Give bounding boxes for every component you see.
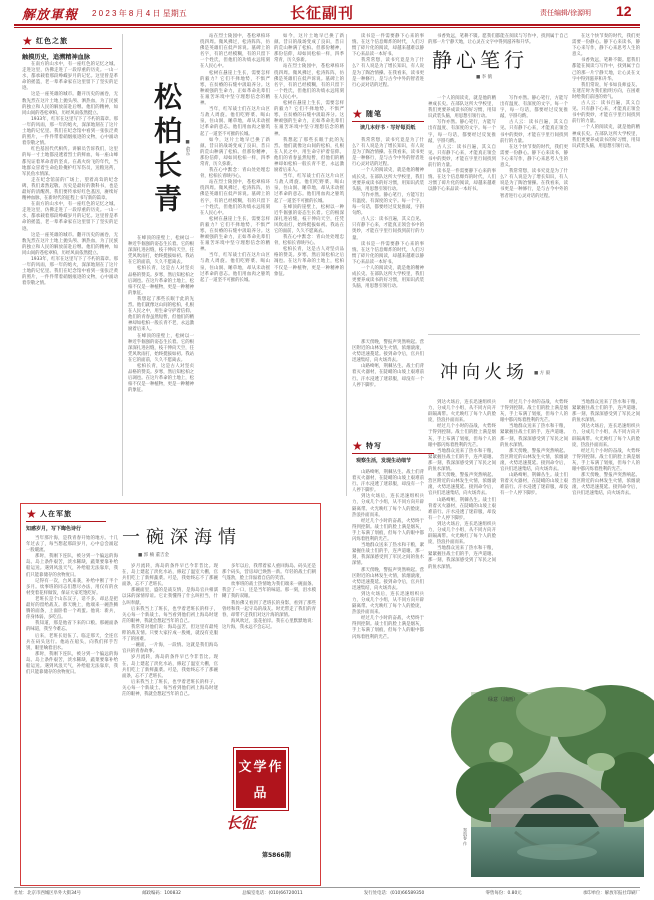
paragraph: 古人云：读书百遍，其义自见。只有静下心来，才能真正领会书中的奥妙，才能在字里行间找到前行的力量。 [572,101,640,125]
footer-postcode: 邮政编码：100832 [142,891,181,896]
paragraph: 那天傍晚，警报声突然响起。营区附近的山林发生火情，浓烟滚滚，火势迅速蔓延。接到命令后，官兵们迅速集结，向火场奔去。 [572,473,640,497]
footer-phone-editorial: 总编室电话：(010)66720011 [242,891,303,896]
paragraph: 古人云：读书百遍，其义自见。只有静下心来，才能真正领会书中的奥妙，才能在字里行间找到前行的力量。 [352,217,424,241]
paragraph: 多年以后，我带着家人重回海岛。码头还是那个码头，营房却已焕然一新。年轻的战士们朝气蓬勃，脸上洋溢着自信的笑容。 [222,564,316,582]
paragraph: 经过几个小时的奋战，火势终于得到控制。战士们的脸上满是烟灰，手上布满了划痕，但每个人的眼中都闪烁着胜利的光芒。 [352,616,424,640]
section-label: 特写 [366,442,382,450]
paragraph: 到达火场后，连长迅速组织兵力，分成几个小组，从不同方向开辟隔离带。火光映红了每个人的脸庞，热浪扑面而来。 [352,591,424,616]
paragraph: 松树在悬崖上生长，需要怎样的毅力？它们不择地势，不惧严寒，在贫瘠的石缝中汲取养分。这种顽强的生命力，正如革命先辈们在艰苦环境中坚守理想信念的精神。 [200,70,270,107]
paragraph: 到达火场后，连长迅速组织兵力，分成几个小组，从不同方向开辟隔离带。火光映红了每个人的脸庞，热浪扑面而来。 [428,400,496,424]
paragraph: 岁月流转，海岛的条件早已今非昔比。现在，岛上建起了淡化水站，修起了温室大棚，官兵们吃上了新鲜蔬菜。可是，我始终忘不了那碗面条，忘不了老班长。 [122,564,218,588]
paragraph: 到达火场后，连长迅速组织兵力，分成几个小组，从不同方向开辟隔离带。火光映红了每个人的脸庞，热浪扑面而来。 [428,521,496,546]
footer [14,890,640,898]
paragraph: 到达火场后，连长迅速组织兵力，分成几个小组，从不同方向开辟隔离带。火光映红了每个人的脸庞，热浪扑面而来。 [572,424,640,448]
paragraph: 我常常想，读书究竟是为了什么？有人说是为了增长知识，有人说是为了陶冶情操。在我看来，读书更是一种修行，是与古今中外的智者进行心灵对话的过程。 [352,58,424,88]
star-icon: ★ [352,107,363,121]
paragraph: 一个人的阅读史，就是他的精神成长史。在部队这所大学校里，我们更要养成读书的好习惯，用知识武装头脑，用思想引领行动。 [572,125,640,149]
paragraph: 山路崎岖，荆棘丛生。战士们背着灭火器材，在陡峭的山坡上艰难前行。汗水浸透了迷彩服，却没有一个人停下脚步。 [352,364,424,388]
footer-phone-distribution: 发行处电话：(010)66589350 [363,891,425,896]
boxed-body-right [222,564,316,740]
paragraph: 一个人的阅读史，就是他的精神成长史。在部队这所大学校里，我们更要养成读书的好习惯，用知识武装头脑，用思想引领行动。 [352,168,424,192]
paragraph: 后来我当上了班长，也学着老班长的样子，关心每一个新战士。每当看到他们初上海岛时迷茫的眼神，我就会想起当年的自己。 [122,679,218,697]
feature-body-4 [572,400,640,686]
paragraph: 我在心中默念：青山处处埋忠骨，松柏长青映丹心。 [274,235,344,247]
paragraph: 经过几个小时的奋战，火势终于得到控制。战士们的脸上满是烟灰，手上布满了划痕，但每个人的眼中都闪烁着胜利的光芒。 [500,400,568,424]
paragraph: 在峰顶的崖壁上，松树以一种近乎倔强的姿态生长着。它的根深深扎进岩缝，枝干伸向天空，任凭风吹雨打，始终挺拔如初。我站在它的面前，久久不愿离去。 [128,333,194,363]
paragraph: 写作亦然。静心笔行，方能写出有温度、有深度的文字。每一个字，每一句话，都要经过反复推敲，字斟句酌。 [428,120,496,144]
paragraph: 我仿佛又看到了老班长的身影，看到了那些曾经和我一起守岛的战友。时光带走了我们的青春，却带不走我们对这片海的深情。 [222,600,316,618]
paragraph: 在峰顶的崖壁上，松树以一种近乎倔强的姿态生长着。它的根深深扎进岩缝，枝干伸向天空，任凭风吹雨打，始终挺拔如初。我站在它的面前，久久不愿离去。 [274,204,344,234]
section-header-red-journey [22,35,112,49]
paragraph: 到达火场后，连长迅速组织兵力，分成几个小组，从不同方向开辟隔离带。火光映红了每个人的脸庞，热浪扑面而来。 [352,494,424,518]
paragraph: 经过几个小时的奋战，火势终于得到控制。战士们的脸上满是烟灰，手上布满了划痕，但每个人的眼中都闪烁着胜利的光芒。 [428,424,496,448]
page-number: 12 [616,3,632,19]
header-rule-thin [14,27,640,28]
byline: ■ 李 鹤 [476,75,493,80]
paragraph: 在这个快节奏的时代，我们更需要一份静心。静下心来读书，静下心来写作，静下心来思考人生的意义。 [500,144,568,169]
article-headline: 松柏长青 [150,82,183,218]
star-icon: ★ [352,439,363,453]
article-headline: 冲向火场 [440,362,528,383]
section-title: 长征副刊 [290,4,355,22]
paragraph: 炊事班的战士热情地为我们端来一碗面条。我尝了一口，还是当年的味道。那一刻，泪水模糊了我的双眼。 [222,582,316,600]
footer-address: 社址：北京市西城区阜外大街34号 [14,891,82,896]
paragraph: 站在烈士陵园中，苍松翠柏环绕四周。微风拂过，松涛阵阵，仿佛是英雄们在低声诉说。墓碑上的名字，有的已经模糊，有的只留下一个姓氏，但他们的功绩永远铭刻在人民心中。 [274,64,344,100]
paragraph: 我们常说，好书如良师益友。在迷茫时为我们指明方向，在困难时给我们前进的勇气。 [572,82,640,100]
paragraph: 记得有一次，台风来袭，补给中断了半个多月。炊事班的同志们想尽办法，用仅有的食材变着花样做饭，保证大家吃饱吃好。 [26,578,118,596]
paragraph: 那碗面里，盛的是战友情，是海岛官兵相濡以沫的深情厚谊。它让我懂得了什么叫担当，什么叫奉献。 [122,588,218,606]
paragraph: 一个人的阅读史，就是他的精神成长史。在部队这所大学校里，我们更要养成读书的好习惯，用知识武装头脑，用思想引领行动。 [428,96,496,120]
paragraph: 那天傍晚，警报声突然响起。营区附近的山林发生火情，浓烟滚滚，火势迅速蔓延。接到命令后，官兵们迅速集结，向火场奔去。 [352,567,424,591]
paragraph: 红色基因代代相传。讲解员告诉我们，这里的每一寸土地都浸透着烈士的鲜血，每一座山峰都见证着革命者的坚贞。在战火纷飞的年代，当地群众冒着生命危险掩护红军伤员，送粮送药，军民鱼水情深。 [22,147,118,177]
paragraph: 后来，老班长退伍了。临走那天，全连官兵在码头送行。他站在船头，向我们挥手告别，眼里噙着泪水。 [26,633,118,651]
paragraph: 1933年，红军在这里写下了不朽的篇章。那一年的风雨，那一年的炮火，深深地刻在了这片土地的记忆里。我们在纪念馆中看到一张张泛黄的照片，一件件带着硝烟痕迹的文物，心中涌动着崇敬之情。 [22,257,118,287]
paragraph: 这是一座英雄的城市。翻开历史的画卷，无数先烈在这片土地上抛头颅、洒热血，为了民族的独立和人民的解放前赴后继。他们的精神，如同山间的苍松翠柏，历经风雨依然挺立。 [22,232,118,256]
paragraph: 我常常想，读书究竟是为了什么？有人说是为了增长知识，有人说是为了陶冶情操。在我看来，读书更是一种修行，是与古今中外的智者进行心灵对话的过程。 [500,169,568,199]
feature-top-left [352,340,424,434]
paragraph: 在这个快节奏的时代，我们更需要一份静心。静下心来读书，静下心来写作，静下心来思考人生的意义。 [572,34,640,58]
newspaper-logo: 解放軍報 [22,8,79,23]
section-header-feature [352,440,434,454]
painting-svg [471,692,644,877]
section-label: 随笔 [366,110,382,118]
issue-date: 2 0 2 3 年 8 月 4 日 星期五 [92,9,187,18]
byline: ■ 俞东 [185,140,190,156]
section-header-military-life [26,508,106,522]
paragraph: 在南方的山水中，有一座红色的记忆之城。走进这里，仿佛走进了一段厚重的历史。一山一水，都承载着那段峥嵘岁月的记忆。这里曾是革命的摇篮，老一辈革命家在这里留下了坚实的足迹。 [22,202,118,232]
star-icon: ★ [26,507,37,521]
paragraph: 我知道，那是他省下来的口粮。那碗面条的味道，我至今难忘。 [26,621,118,633]
article-title: 触摸历史，追溯精神血脉 [22,54,91,61]
article-headline: 静心笔行 [432,48,528,72]
article-title: 知感岁月，写下晦色诗行 [26,526,82,532]
paragraph: 当年那片海，是我青春开始的地方。十几年过去了，每当想起那段岁月，心中总会涌起一股暖流。 [26,536,118,554]
essay-top-left [352,34,424,102]
essay-body-3 [500,96,568,328]
essay-top-strip [428,34,568,46]
masthead [0,0,654,26]
feature-body-3 [500,400,568,686]
paragraph: 那时，我刚下连队，被分到一个偏远的海岛。岛上条件艰苦，淡水稀缺，蔬菜要靠补给船运送。遇到风浪天气，补给船无法靠岸，我们只能靠储存的食物度日。 [26,554,118,578]
paragraph: 走在纪念馆前的广场上，望着高耸的纪念碑，我们肃然起敬。历史是最好的教科书，也是最好的清醒剂。我们要传承好红色基因，赓续好精神血脉，在新时代的征程上书写新的篇章。 [22,177,118,202]
section-label: 红色之旅 [36,37,68,45]
article-headline: 一碗深海情 [122,527,242,548]
paragraph: 当年，红军战士们在这片山区与敌人周旋。他们吃野菜、喝山泉，住山洞、睡草地，却从未动摇过革命的意志。他们用血肉之躯筑起了一道坚不可摧的长城。 [274,174,344,204]
paragraph: 松柏长青，这是古人对坚贞品格的赞美。岁寒，然后知松柏之后凋也。在这片革命的土地上，松柏不仅是一种植物，更是一种精神的象征。 [128,266,194,296]
paragraph: 在南方的山水中，有一座红色的记忆之城。走进这里，仿佛走进了一段厚重的历史。一山一水，都承载着那段峥嵘岁月的记忆。这里曾是革命的摇篮，老一辈革命家在这里留下了坚实的足迹。 [22,62,118,92]
paragraph: 老班长是个山东汉子，话不多，却总是把最好的留给战友。那天晚上，他端来一碗热腾腾的面条，上面卧着一个鸡蛋。他说：新兵，你身体弱，多吃点。 [26,596,118,621]
issue-number: 第5866期 [262,852,291,859]
section-underline [22,48,112,49]
paragraph: 经过几个小时的奋战，火势终于得到控制。战士们的脸上满是烟灰，手上布满了划痕，但每个人的眼中都闪烁着胜利的光芒。 [352,518,424,543]
paragraph: 经过几个小时的奋战，火势终于得到控制。战士们的脸上满是烟灰，手上布满了划痕，但每个人的眼中都闪烁着胜利的光芒。 [572,448,640,473]
paragraph: 我在心中默念：青山处处埋忠骨，松柏长青映丹心。 [200,168,270,180]
paragraph: 读书是一件需要静下心来的事情。在这个信息爆炸的时代，人们习惯了碎片化的阅读，却越来越难以静下心来品读一本好书。 [352,34,424,58]
column-divider [346,34,347,496]
footer-printer: 承印单位：解放军报社印刷厂 [582,891,640,896]
paragraph: 古人云：读书百遍，其义自见。只有静下心来，才能真正领会书中的奥妙，才能在字里行间找到前行的力量。 [500,120,568,144]
paragraph: 如今，这片土地早已换了新颜。昔日的战场变成了良田，昔日的荒山种满了松柏。但那份精神，那份信仰，却如同松柏一样，四季常青，历久弥新。 [200,137,270,167]
paragraph: 这是一座英雄的城市。翻开历史的画卷，无数先烈在这片土地上抛头颅、洒热血，为了民族的独立和人民的解放前赴后继。他们的精神，如同山间的苍松翠柏，历经风雨依然挺立。 [22,92,118,116]
paragraph: 古人云：读书百遍，其义自见。只有静下心来，才能真正领会书中的奥妙，才能在字里行间找到前行的力量。 [428,144,496,169]
paragraph: 站在烈士陵园中，苍松翠柏环绕四周。微风拂过，松涛阵阵，仿佛是英雄们在低声诉说。墓碑上的名字，有的已经模糊，有的只留下一个姓氏，但他们的功绩永远铭刻在人民心中。 [200,180,270,216]
paragraph: 那天傍晚，警报声突然响起。营区附近的山林发生火情，浓烟滚滚，火势迅速蔓延。接到命令后，官兵们迅速集结，向火场奔去。 [352,340,424,364]
byline: ■ 郭 楠 董吉金 [138,553,170,558]
paragraph: 一碗面，一片海，一段情。这就是我们海岛官兵的青春故事。 [122,643,218,655]
paragraph: 山路崎岖，荆棘丛生。战士们背着灭火器材，在陡峭的山坡上艰难前行。汗水浸透了迷彩服，却没有一个人停下脚步。 [428,497,496,521]
paragraph: 松柏长青，这是古人对坚贞品格的赞美。岁寒，然后知松柏之后凋也。在这片革命的土地上，松柏不仅是一种植物，更是一种精神的象征。 [128,363,194,394]
paragraph: 当年，红军战士们在这片山区与敌人周旋。他们吃野菜、喝山泉，住山洞、睡草地，却从未动摇过革命的意志。他们用血肉之躯筑起了一道坚不可摧的长城。 [200,107,270,137]
paragraph: 书香致远，笔耕不辍。愿我们都能在阅读与写作中，找到属于自己的那一片宁静天地，让心灵在文字中得到滋养和升华。 [572,58,640,82]
paragraph: 松柏长青，这是古人对坚贞品格的赞美。岁寒，然后知松柏之后凋也。在这片革命的土地上，松柏不仅是一种植物，更是一种精神的象征。 [274,247,344,277]
paragraph: 松树在悬崖上生长，需要怎样的毅力？它们不择地势，不惧严寒，在贫瘠的石缝中汲取养分。这种顽强的生命力，正如革命先辈们在艰苦环境中坚守理想信念的精神。 [274,101,344,137]
paragraph: 那天傍晚，警报声突然响起。营区附近的山林发生火情，浓烟滚滚，火势迅速蔓延。接到命令后，官兵们迅速集结，向火场奔去。 [428,473,496,497]
paragraph: 山路崎岖，荆棘丛生。战士们背着灭火器材，在陡峭的山坡上艰难前行。汗水浸透了迷彩服，却没有一个人停下脚步。 [500,473,568,497]
article-body-mid [200,34,270,498]
paragraph: 我常常对他们说：海岛虽苦，但这里有最纯粹的战友情。只要大家拧成一股绳，就没有克服不了的困难。 [122,624,218,643]
section-underline [26,521,106,522]
section-label: 人在军旅 [40,510,72,518]
paragraph: 如今，这片土地早已换了新颜。昔日的战场变成了良田，昔日的荒山种满了松柏。但那份精神，那份信仰，却如同松柏一样，四季常青，历久弥新。 [274,34,344,64]
painting-caption: 绿意（油画） [488,697,519,703]
article-body-left [128,236,194,498]
paragraph: 我想起了那些长眠于此的先烈。他们就像这山间的松柏，扎根在人民之中，用生命守护着信仰。他们的青春虽然短暂，但他们的精神却如松柏一般长青不老，永远激励着后来人。 [128,296,194,333]
section-underline [352,121,424,122]
editor-credit: 责任编辑/徐源明 [540,10,591,17]
boxed-body-mid [122,564,218,880]
paragraph: 写作亦然。静心笔行，方能写出有温度、有深度的文字。每一个字，每一句话，都要经过反复推敲，字斟句酌。 [352,192,424,217]
signature-calligraphy: 长征 [226,814,257,832]
oil-painting-image [471,692,644,877]
paragraph: 当地群众送来了热水和干粮，紧紧握住战士们的手，连声道谢。那一刻，我深深感受到了军民之间的鱼水深情。 [428,448,496,473]
section-subhead: 读几本好书 · 写好每页纸 [360,125,416,131]
column-divider [122,34,123,496]
boxed-body-left [26,536,118,880]
header-rule [14,24,640,26]
paragraph: 读书是一件需要静下心来的事情。在这个信息爆炸的时代，人们习惯了碎片化的阅读，却越来越难以静下心来品读一本好书。 [352,241,424,265]
paragraph: 书香致远，笔耕不辍。愿我们都能在阅读与写作中，找到属于自己的那一片宁静天地，让心灵在文字中得到滋养和升华。 [428,34,568,46]
paragraph: 当年，红军战士们在这片山区与敌人周旋。他们吃野菜、喝山泉，住山洞、睡草地，却从未动摇过革命的意志。他们用血肉之躯筑起了一道坚不可摧的长城。 [200,253,270,283]
paragraph: 海风吹过，浪花拍岸。我在心里默默地说：这片海，我永远不会忘记。 [222,618,316,630]
paragraph: 松树在悬崖上生长，需要怎样的毅力？它们不择地势，不惧严寒，在贫瘠的石缝中汲取养分。这种顽强的生命力，正如革命先辈们在艰苦环境中坚守理想信念的精神。 [200,216,270,253]
paragraph: 当地群众送来了热水和干粮，紧紧握住战士们的手，连声道谢。那一刻，我深深感受到了军民之间的鱼水深情。 [428,546,496,570]
paragraph: 1933年，红军在这里写下了不朽的篇章。那一年的风雨，那一年的炮火，深深地刻在了这片土地的记忆里。我们在纪念馆中看到一张张泛黄的照片，一件件带着硝烟痕迹的文物，心中涌动着崇敬之情。 [22,116,118,147]
byline: ■ 方 毅 [534,371,551,376]
paragraph: 读书是一件需要静下心来的事情。在这个信息爆炸的时代，人们习惯了碎片化的阅读，却越来越难以静下心来品读一本好书。 [428,169,496,193]
paragraph: 当地群众送来了热水和干粮，紧紧握住战士们的手，连声道谢。那一刻，我深深感受到了军民之间的鱼水深情。 [352,543,424,567]
paragraph: 山路崎岖，荆棘丛生。战士们背着灭火器材，在陡峭的山坡上艰难前行。汗水浸透了迷彩服，却没有一个人停下脚步。 [352,470,424,494]
footer-price: 零售每份：0.80元 [485,891,522,896]
paragraph: 后来我当上了班长，也学着老班长的样子，关心每一个新战士。每当看到他们初上海岛时迷茫的眼神，我就会想起当年的自己。 [122,606,218,624]
star-icon: ★ [22,34,33,48]
paragraph: 我想起了那些长眠于此的先烈。他们就像这山间的松柏，扎根在人民之中，用生命守护着信仰。他们的青春虽然短暂，但他们的精神却如松柏一般长青不老，永远激励着后来人。 [274,137,344,174]
paragraph: 在峰顶的崖壁上，松树以一种近乎倔强的姿态生长着。它的根深深扎进岩缝，枝干伸向天空，任凭风吹雨打，始终挺拔如初。我站在它的面前，久久不愿离去。 [128,236,194,266]
paragraph: 岁月流转，海岛的条件早已今非昔比。现在，岛上建起了淡化水站，修起了温室大棚，官兵们吃上了新鲜蔬菜。可是，我始终忘不了那碗面条，忘不了老班长。 [122,655,218,679]
painting-author: 郑凯春 作 [463,828,468,846]
paragraph: 站在烈士陵园中，苍松翠柏环绕四周。微风拂过，松涛阵阵，仿佛是英雄们在低声诉说。墓碑上的名字，有的已经模糊，有的只留下一个姓氏，但他们的功绩永远铭刻在人民心中。 [200,34,270,70]
feature-body-1 [352,470,424,882]
paragraph: 我常常想，读书究竟是为了什么？有人说是为了增长知识，有人说是为了陶冶情操。在我看来，读书更是一种修行，是与古今中外的智者进行心灵对话的过程。 [352,138,424,168]
footer-rule [14,887,640,888]
essay-body-4 [572,34,640,328]
paragraph: 那时，我刚下连队，被分到一个偏远的海岛。岛上条件艰苦，淡水稀缺，蔬菜要靠补给船运送。遇到风浪天气，补给船无法靠岸，我们只能靠储存的食物度日。 [26,651,118,676]
paragraph: 一个人的阅读史，就是他的精神成长史。在部队这所大学校里，我们更要养成读书的好习惯，用知识武装头脑，用思想引领行动。 [352,265,424,290]
paragraph: 当地群众送来了热水和干粮，紧紧握住战士们的手，连声道谢。那一刻，我深深感受到了军民之间的鱼水深情。 [500,424,568,448]
section-header-essay [352,108,424,122]
paragraph: 写作亦然。静心笔行，方能写出有温度、有深度的文字。每一个字，每一句话，都要经过反复推敲，字斟句酌。 [500,96,568,120]
article-body-right [274,34,344,498]
paragraph: 那天傍晚，警报声突然响起。营区附近的山林发生火情，浓烟滚滚，火势迅速蔓延。接到命令后，官兵们迅速集结，向火场奔去。 [500,448,568,473]
section-subhead: 观察生活，发现生动细节 [356,458,412,464]
essay-body-2 [428,96,496,328]
section-divider [428,334,640,335]
section-underline [352,453,434,454]
article-body [22,62,118,498]
literary-works-stamp: 文学作品 [234,748,288,810]
paragraph: 当地群众送来了热水和干粮，紧紧握住战士们的手，连声道谢。那一刻，我深深感受到了军民之间的鱼水深情。 [572,400,640,424]
